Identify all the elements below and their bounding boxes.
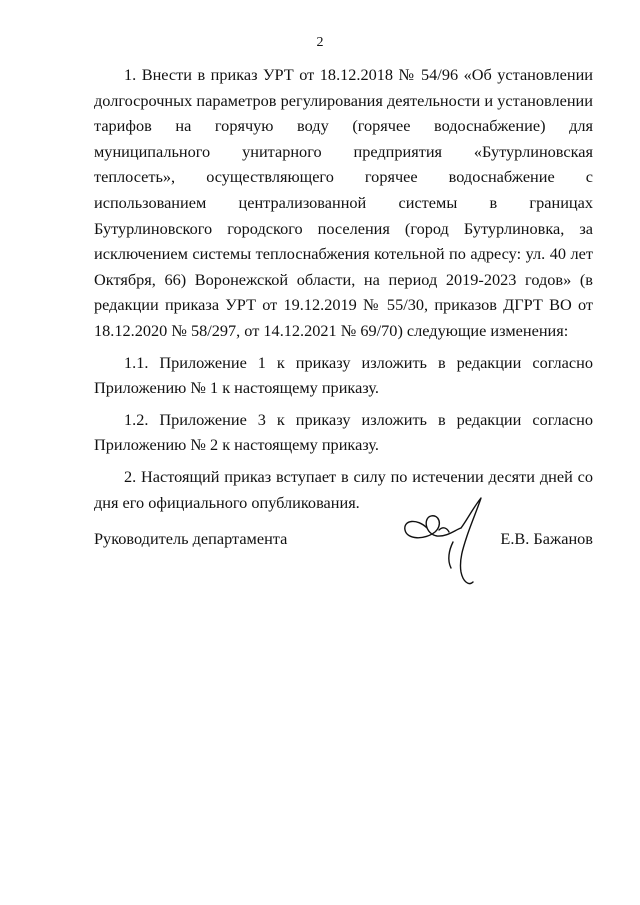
paragraph-1-1: 1.1. Приложение 1 к приказу изложить в редакции согласно Приложению № 1 к настоящему приказу. xyxy=(94,352,593,398)
handwritten-signature xyxy=(395,490,505,590)
paragraph-2: 2. Настоящий приказ вступает в силу по истечении десяти дней со дня его официального опубликования. xyxy=(94,466,593,512)
paragraph-1-2: 1.2. Приложение 3 к приказу изложить в редакции согласно Приложению № 2 к настоящему приказу. xyxy=(94,409,593,455)
signer-name: Е.В. Бажанов xyxy=(500,529,593,548)
paragraph-1: 1. Внести в приказ УРТ от 18.12.2018 № 54/96 «Об установлении долгосрочных параметров регулирования деятельности и установлении тарифов на горячую воду (горячее водоснабжение) для муниципального унитарного предприятия «Бутурлиновская теплосеть», осуществляющего горячее водоснабжение с использованием централизованной системы в границах Бутурлиновского городского поселения (город Бутурлиновка, за исключением системы теплоснабжения котельной по адресу: ул. 40 лет Октября, 66) Воронежской области, на период 2019-2023 годов» (в редакции приказа УРТ от 19.12.2019 № 55/30, приказов ДГРТ ВО от 18.12.2020 № 58/297, от 14.12.2021 № 69/70) следующие изменения: xyxy=(94,65,593,340)
page-number: 2 xyxy=(316,35,324,50)
signer-position: Руководитель департамента xyxy=(94,529,288,548)
document-body xyxy=(94,62,593,515)
signature-block xyxy=(94,527,593,551)
